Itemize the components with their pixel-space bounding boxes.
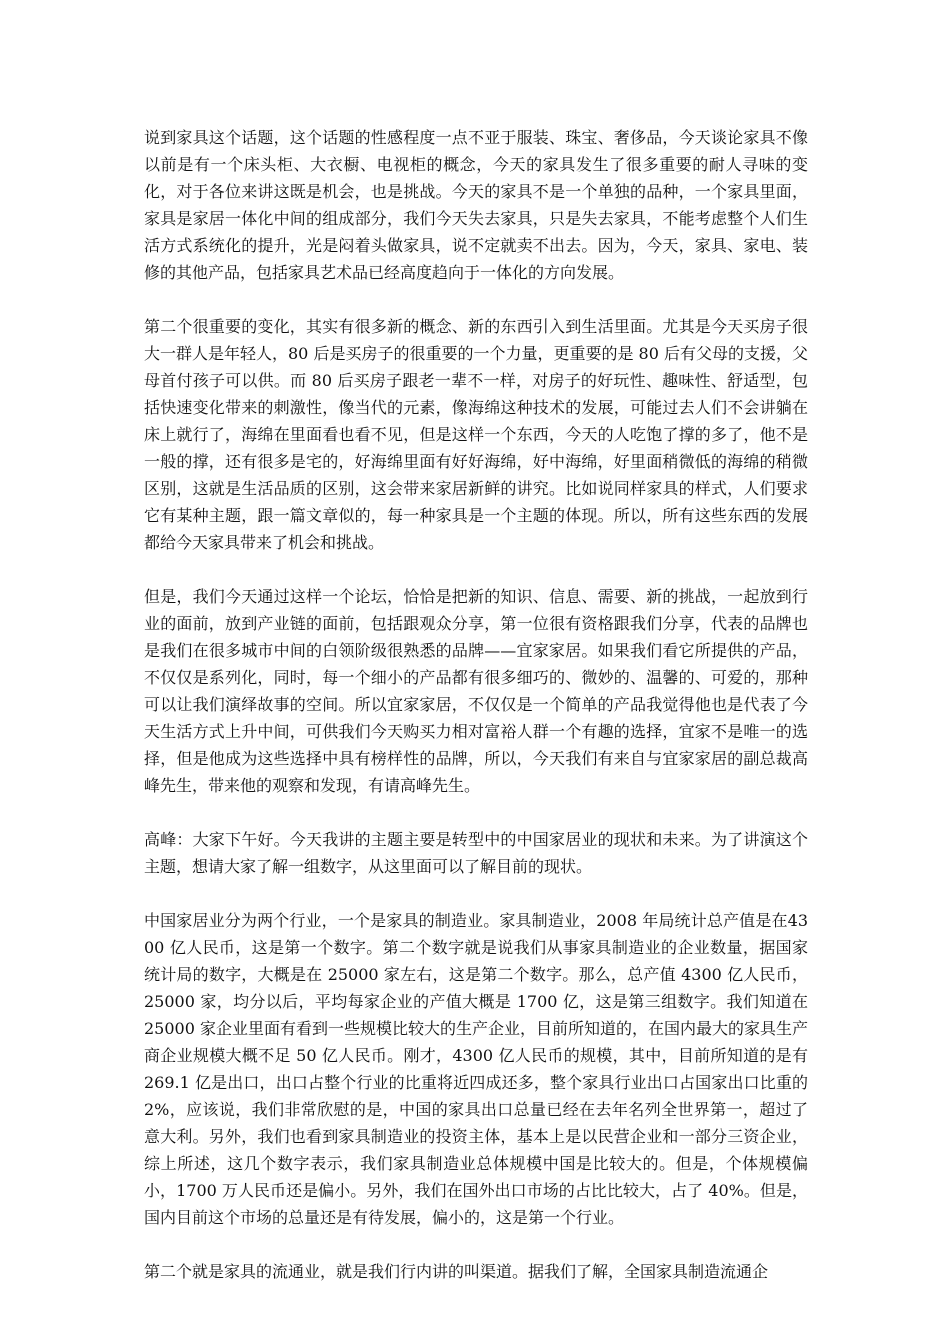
paragraph-distribution: 第二个就是家具的流通业，就是我们行内讲的叫渠道。据我们了解，全国家具制造流通企: [144, 1262, 769, 1281]
paragraph-manufacturing-figures: 中国家居业分为两个行业，一个是家具的制造业。家具制造业，2008 年局统计总产值是在4300 亿人民币，这是第一个数字。第二个数字就是说我们从事家具制造业的企业数量，据国家统计局的数字，大概是在 25000 家左右，这是第二个数字。那么，总产值 4300 亿人民币，25000 家，均分以后，平均每家企业的产值大概是 1700 亿，这是第三组数字。我们知道在 25000 家企业里面有看到一些规模比较大的生产企业，目前所知道的，在国内最大的家具生产商企业规模大概不足 50 亿人民币。刚才，4300 亿人民币的规模，其中，目前所知道的是有 269.1 亿是出口，出口占整个行业的比重将近四成还多，整个家具行业出口占国家出口比重的 2%，应该说，我们非常欣慰的是，中国的家具出口总量已经在去年名列全世界第一，超过了意大利。另外，我们也看到家具制造业的投资主体，基本上是以民营企业和一部分三资企业，综上所述，这几个数字表示，我们家具制造业总体规模中国是比较大的。但是，个体规模偏小，1700 万人民币还是偏小。另外，我们在国外出口市场的占比比较大，占了 40%。但是，国内目前这个市场的总量还是有待发展，偏小的，这是第一个行业。: [144, 911, 808, 1227]
paragraph-second-change: 第二个很重要的变化，其实有很多新的概念、新的东西引入到生活里面。尤其是今天买房子很大一群人是年轻人，80 后是买房子的很重要的一个力量，更重要的是 80 后有父母的支援，父母首付孩子可以供。而 80 后买房子跟老一辈不一样，对房子的好玩性、趣味性、舒适型，包括快速变化带来的刺激性，像当代的元素，像海绵这种技术的发展，可能过去人们不会讲躺在床上就行了，海绵在里面看也看不见，但是这样一个东西，今天的人吃饱了撑的多了，他不是一般的撑，还有很多是宅的，好海绵里面有好好海绵，好中海绵，好里面稍微低的海绵的稍微区别，这就是生活品质的区别，这会带来家居新鲜的讲究。比如说同样家具的样式，人们要求它有某种主题，跟一篇文章似的，每一种家具是一个主题的体现。所以，所有这些东西的发展都给今天家具带来了机会和挑战。: [144, 317, 808, 552]
paragraph-forum-ikea: 但是，我们今天通过这样一个论坛，恰恰是把新的知识、信息、需要、新的挑战，一起放到行业的面前，放到产业链的面前，包括跟观众分享，第一位很有资格跟我们分享，代表的品牌也是我们在很多城市中间的白领阶级很熟悉的品牌——宜家家居。如果我们看它所提供的产品，不仅仅是系列化，同时，每一个细小的产品都有很多细巧的、微妙的、温馨的、可爱的，那种可以让我们演绎故事的空间。所以宜家家居，不仅仅是一个简单的产品我觉得他也是代表了今天生活方式上升中间，可供我们今天购买力相对富裕人群一个有趣的选择，宜家不是唯一的选择，但是他成为这些选择中具有榜样性的品牌，所以，今天我们有来自与宜家家居的副总裁高峰先生，带来他的观察和发现，有请高峰先生。: [144, 587, 808, 795]
paragraph-intro: 说到家具这个话题，这个话题的性感程度一点不亚于服装、珠宝、奢侈品，今天谈论家具不像以前是有一个床头柜、大衣橱、电视柜的概念，今天的家具发生了很多重要的耐人寻味的变化，对于各位来讲这既是机会，也是挑战。今天的家具不是一个单独的品种，一个家具里面，家具是家居一体化中间的组成部分，我们今天失去家具，只是失去家具，不能考虑整个人们生活方式系统化的提升，光是闷着头做家具，说不定就卖不出去。因为，今天，家具、家电、装修的其他产品，包括家具艺术品已经高度趋向于一体化的方向发展。: [144, 128, 808, 282]
paragraph-gaofeng-greeting: 高峰：大家下午好。今天我讲的主题主要是转型中的中国家居业的现状和未来。为了讲演这个主题，想请大家了解一组数字，从这里面可以了解目前的现状。: [144, 830, 808, 876]
document-body: [144, 124, 808, 1312]
